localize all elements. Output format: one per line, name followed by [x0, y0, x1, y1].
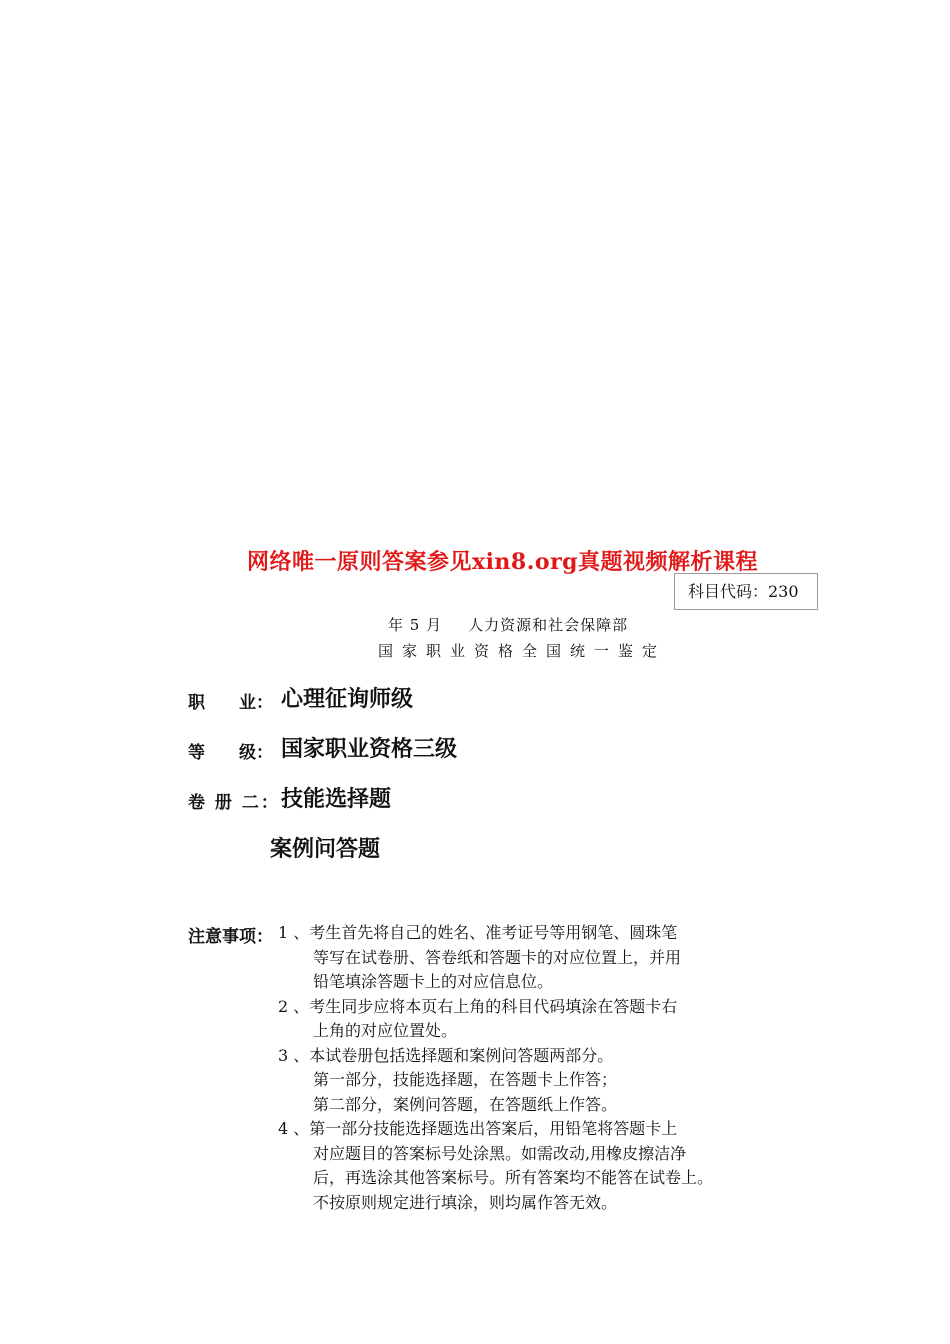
volume-label: 卷 册 二：: [188, 793, 280, 813]
occupation-label: 职 业：: [188, 693, 273, 713]
note-line: 后，再选涂其他答案标号。所有答案均不能答在试卷上。: [313, 1168, 714, 1187]
note-line: 不按原则规定进行填涂，则均属作答无效。: [313, 1192, 618, 1212]
subject-code: 科目代码：230: [688, 582, 799, 601]
notes-title: 注意事项：: [188, 927, 273, 947]
exam-date-ministry: [388, 614, 628, 635]
note-line: 上角的对应位置处。: [313, 1021, 458, 1040]
occupation-value: 心理征询师级: [281, 686, 414, 712]
exam-date: 年 5 月: [388, 616, 443, 634]
note-line: 3 、本试卷册包括选择题和案例问答题两部分。: [278, 1045, 614, 1065]
note-line: 铅笔填涂答题卡上的对应信息位。: [313, 972, 554, 991]
subject-code-box: [674, 573, 818, 610]
note-line: 1 、考生首先将自己的姓名、准考证号等用钢笔、圆珠笔: [278, 923, 678, 942]
volume-value-2: 案例问答题: [270, 836, 381, 862]
volume-value: 技能选择题: [281, 786, 392, 812]
note-line: 第二部分，案例问答题，在答题纸上作答。: [313, 1094, 618, 1114]
note-line: 4 、第一部分技能选择题选出答案后，用铅笔将答题卡上: [278, 1119, 678, 1138]
note-line: 2 、考生同步应将本页右上角的科目代码填涂在答题卡右: [278, 996, 678, 1016]
ministry: 人力资源和社会保障部: [468, 616, 629, 634]
note-line: 对应题目的答案标号处涂黑。如需改动,用橡皮擦洁净: [313, 1143, 687, 1163]
note-line: 第一部分，技能选择题，在答题卡上作答；: [313, 1070, 618, 1089]
note-line: 等写在试卷册、答卷纸和答题卡的对应位置上，并用: [313, 947, 682, 967]
exam-name: 国家职业资格全国统一鉴定: [378, 642, 667, 660]
level-value: 国家职业资格三级: [281, 736, 458, 762]
level-label: 等 级：: [188, 743, 273, 763]
watermark-banner: 网络唯一原则答案参见xin8.org真题视频解析课程: [246, 549, 759, 575]
